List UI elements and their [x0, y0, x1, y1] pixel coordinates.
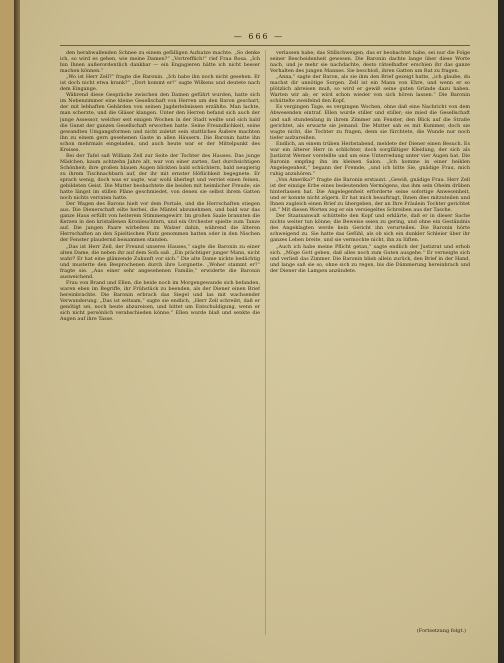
paragraph: Der Wagen des Barons hielt vor dem Portale, und die Herrschaften stiegen aus. Die Dienerschaft eilte herbei, die Mäntel abzunehmen, und bald war das ganze Haus erfüllt von heiterem Stimmengewirr. Im großen Saale brannten die Kerzen in den kristallenen Kronleuchtern, und ein Orchester spielte zum Tanze auf. Die jungen Paare wirbelten im Walzer dahin, während die älteren Herrschaften an den Spieltischen Platz genommen hatten oder in den Nischen der Fenster plaudernd beisammen standen. [60, 201, 260, 244]
paragraph: Es vergingen Tage, es vergingen Wochen, ohne daß eine Nachricht von dem Abwesenden eintraf. Ellen wurde stiller und stiller; sie mied die Gesellschaft und saß stundenlang in ihrem Zimmer am Fenster, den Blick auf die Straße gerichtet, als erwarte sie jemand. Die Mutter sah es mit Kummer, doch sie wagte nicht, die Tochter zu fragen, denn sie fürchtete, die Wunde nur noch tiefer aufzureißen. [270, 104, 470, 141]
column-divider [265, 50, 266, 635]
paragraph: Der Staatsanwalt schüttelte den Kopf und erklärte, daß er in dieser Sache nichts weiter tun könne; die Beweise seien zu gering, und ohne ein Geständnis des Angeklagten werde kein Gericht ihn verurteilen. Die Baronin hörte schweigend zu. Sie hatte das Gefühl, als ob sich ein dunkler Schleier über ihr ganzes Leben breite, und sie vermochte nicht, ihn zu lüften. [270, 213, 470, 244]
paragraph: „Das ist Herr Zell, der Freund unseres Hauses,“ sagte die Baronin zu einer alten Dame, die neben ihr auf dem Sofa saß. „Ein prächtiger junger Mann, nicht wahr? Er hat eine glänzende Zukunft vor sich.“ Die alte Dame nickte bedächtig und musterte den Besprochenen durch ihre Lorgnette. „Woher stammt er?“ fragte sie. „Aus einer sehr angesehenen Familie,“ erwiderte die Baronin ausweichend. [60, 243, 260, 280]
paragraph: Während diese Gespräche zwischen den Damen geführt wurden, hatte sich im Nebenzimmer eine kleine Gesellschaft von Herren um den Baron geschart, der mit lebhaften Gebärden von seinen Jagderlebnissen erzählte. Man lachte, man scherzte, und die Gläser klangen. Unter den Herren befand sich auch der junge Assessor, welcher seit einigen Wochen in der Stadt weilte und sich bald die Gunst der ganzen Gesellschaft erworben hatte. Seine Freundlichkeit, seine gewandten Umgangsformen und nicht zuletzt sein stattliches Äußere machten ihn zu einem gern gesehenen Gaste in allen Häusern. Die Baronin hatte ihn schon mehrmals eingeladen, und auch heute war er der Mittelpunkt des Kreises. [60, 92, 260, 153]
paragraph: den herabwallenden Schnee zu einem gefälligen Aufsatze machte. „So denke ich, so wird es gehen, wie meine Damen?“ „Vortrefflich!“ rief Frau Rosa. „Ich bin Ihnen außerordentlich dankbar — ein Engagieren hätte ich nicht besser machen können.“ [60, 50, 260, 75]
paragraph: verlassen habe; das Stillschweigen, das er beobachtet habe, sei nur die Folge seiner Bescheidenheit gewesen. Die Baronin dachte lange über diese Worte nach, und je mehr sie nachdachte, desto rätselhafter erschien ihr das ganze Verhalten des jungen Mannes. Sie beschloß, ihren Gatten um Rat zu fragen. [270, 50, 470, 75]
text-column-left [60, 50, 260, 640]
header-rule [60, 45, 470, 46]
paragraph: „Wo ist Herr Zell?“ fragte die Baronin. „Ich habe ihn noch nicht gesehen. Er ist doch nicht etwa krank?“ „Dort kommt er!“ sagte Wilkens und deutete nach dem Eingange. [60, 74, 260, 93]
continuation-note: (Fortsetzung folgt.) [416, 628, 466, 634]
page-number: — 666 — [233, 32, 285, 41]
book-spine-edge [0, 0, 14, 663]
paragraph: Endlich, an einem trüben Herbstabend, meldete der Diener einen Besuch. Es war ein älterer Herr in schlichter, doch sorgfältiger Kleidung, der sich als Justizrat Werner vorstellte und um eine Unterredung unter vier Augen bat. Die Baronin empfing ihn im kleinen Salon. „Ich komme in einer heiklen Angelegenheit,“ begann der Fremde, „und ich bitte Sie, gnädige Frau, mich ruhig anzuhören.“ [270, 140, 470, 177]
paragraph: Bei der Tafel saß William Zell zur Seite der Tochter des Hauses. Das junge Mädchen, kaum achtzehn Jahre alt, war von einer zarten, fast durchsichtigen Schönheit; ihre großen blauen Augen blickten bald schüchtern, bald neugierig zu ihrem Tischnachbarn auf, der ihr mit ernster Höflichkeit begegnete. Er sprach wenig, doch was er sagte, war wohl überlegt und verriet einen feinen, gebildeten Geist. Die Mutter beobachtete die beiden mit heimlicher Freude; sie hatte längst im stillen Pläne geschmiedet, von denen sie selbst ihrem Gatten noch nichts verraten hatte. [60, 152, 260, 202]
paragraph: „Von Amerika?“ fragte die Baronin erstaunt. „Gewiß, gnädige Frau. Herr Zell ist der einzige Erbe eines bedeutenden Vermögens, das ihm sein Oheim drüben hinterlassen hat. Die Angelegenheit erforderte seine sofortige Anwesenheit, und er konnte nicht zögern. Er hat mich beauftragt, Ihnen dies mitzuteilen und Ihnen zugleich einen Brief zu übergeben, der an Ihre Fräulein Tochter gerichtet ist.“ Mit diesen Worten zog er ein versiegeltes Schreiben aus der Tasche. [270, 176, 470, 214]
paragraph: Frau von Brand und Ellen, die beide noch im Morgengewande sich befanden, waren eben im Begriffe, ihr Frühstück zu beenden, als der Diener einen Brief hereinbrachte. Die Baronin erbrach das Siegel und las mit wachsender Verwunderung. „Das ist seltsam,“ sagte sie endlich, „Herr Zell schreibt, daß er genötigt sei, noch heute abzureisen, und bittet um Entschuldigung, wenn er sich nicht persönlich verabschieden könne.“ Ellen wurde blaß und senkte die Augen auf ihre Tasse. [60, 279, 260, 323]
book-page [20, 0, 498, 663]
paragraph: „Auch ich habe meine Pflicht getan,“ sagte endlich der Justizrat und erhob sich. „Möge Gott geben, daß alles noch zum Guten ausgehe.“ Er verneigte sich und verließ das Zimmer. Die Baronin blieb allein zurück, den Brief in der Hand, und lange saß sie so, ohne sich zu regen, bis die Dämmerung hereinbrach und der Diener die Lampen anzündete. [270, 243, 470, 274]
paragraph: „Anna,“ sagte der Baron, als sie ihm den Brief gezeigt hatte, „ich glaube, du machst dir unnötige Sorgen. Zell ist ein Mann von Ehre, und wenn er so plötzlich abreisen muß, so wird er gewiß seine guten Gründe dazu haben. Warten wir ab; er wird schon wieder von sich hören lassen.“ Die Baronin schüttelte zweifelnd den Kopf. [270, 74, 470, 105]
text-column-right [270, 50, 470, 640]
